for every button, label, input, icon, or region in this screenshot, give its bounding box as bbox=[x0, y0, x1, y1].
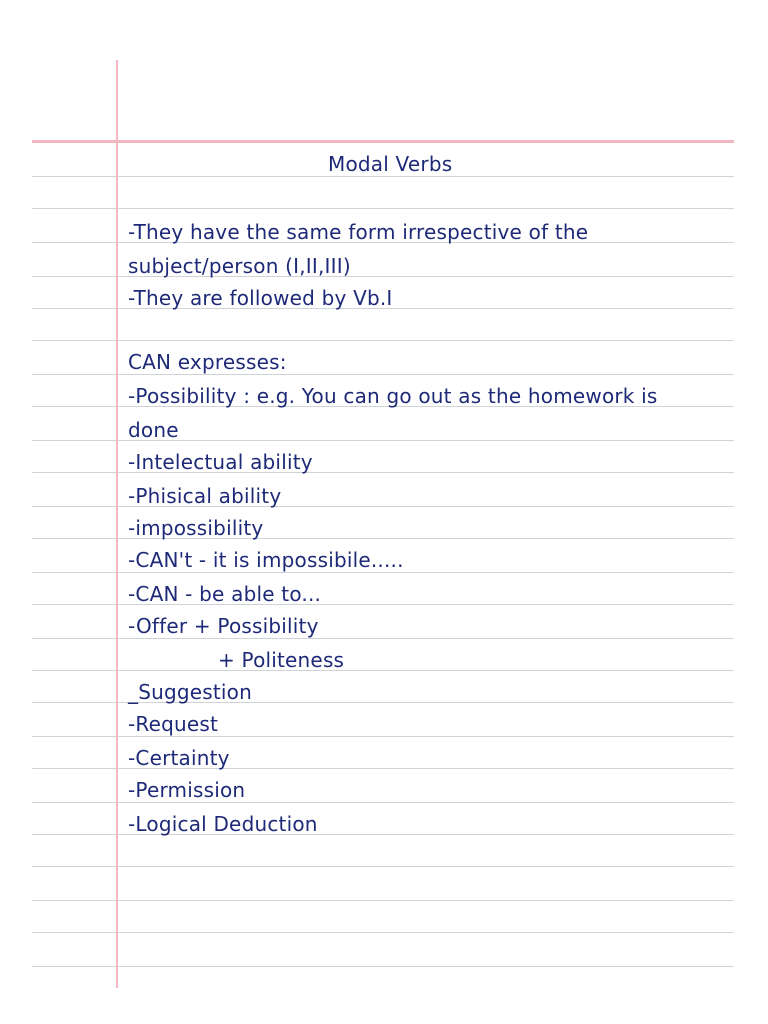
ruled-line bbox=[32, 208, 734, 209]
ruled-line bbox=[32, 932, 734, 933]
note-line: -Permission bbox=[128, 778, 246, 802]
note-line: done bbox=[128, 418, 179, 442]
note-line: -Certainty bbox=[128, 746, 230, 770]
note-line: -CAN't - it is impossibile..... bbox=[128, 548, 404, 572]
note-line: -Phisical ability bbox=[128, 484, 282, 508]
top-margin-line bbox=[32, 140, 734, 143]
note-line: -Intelectual ability bbox=[128, 450, 313, 474]
ruled-line bbox=[32, 340, 734, 341]
ruled-line bbox=[32, 638, 734, 639]
note-line: -Request bbox=[128, 712, 219, 736]
note-line: -They have the same form irrespective of the bbox=[128, 220, 589, 244]
ruled-line bbox=[32, 670, 734, 671]
note-line: -Offer + Possibility bbox=[128, 614, 319, 638]
ruled-line bbox=[32, 176, 734, 177]
ruled-line bbox=[32, 802, 734, 803]
note-line: -Possibility : e.g. You can go out as the homework is bbox=[128, 384, 658, 408]
note-line: subject/person (I,II,III) bbox=[128, 254, 351, 278]
page-title: Modal Verbs bbox=[328, 152, 453, 176]
ruled-line bbox=[32, 866, 734, 867]
note-line: -impossibility bbox=[128, 516, 264, 540]
ruled-line bbox=[32, 572, 734, 573]
left-margin-rule bbox=[116, 60, 118, 988]
note-line: _Suggestion bbox=[128, 680, 252, 704]
ruled-line bbox=[32, 966, 734, 967]
ruled-line bbox=[32, 374, 734, 375]
ruled-line bbox=[32, 736, 734, 737]
note-line: -They are followed by Vb.I bbox=[128, 286, 393, 310]
ruled-line bbox=[32, 900, 734, 901]
note-line: -CAN - be able to... bbox=[128, 582, 322, 606]
note-line: + Politeness bbox=[218, 648, 345, 672]
note-line: -Logical Deduction bbox=[128, 812, 318, 836]
note-line: CAN expresses: bbox=[128, 350, 287, 374]
